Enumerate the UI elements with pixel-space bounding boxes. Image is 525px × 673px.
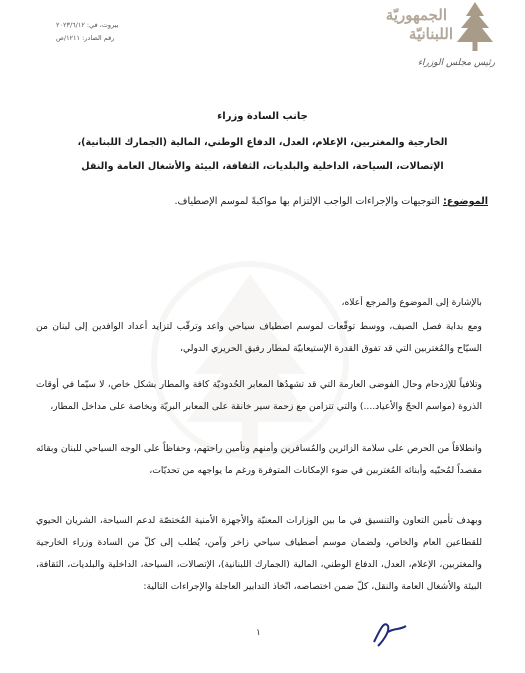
page-number: ١ (256, 628, 261, 638)
letter-date: بيروت، في: ٢٠٢٣/٦/١٢ (56, 21, 119, 29)
subject-line (30, 196, 488, 207)
body-paragraph: بالإشارة إلى الموضوع والمرجع أعلاه، (341, 297, 482, 308)
letterhead-caption: رئيس مجلس الوزراء (417, 58, 495, 68)
body-paragraph: وبهدف تأمين التعاون والتنسيق في ما بين الوزارات المعنيّة والأجهزة الأمنية المُختصّة لدعم السياحة، الشريان الحيوي للقطاعين العام والخاص، ولضمان موسم أصطياف سياحي زاخر وآمن، يُطلب إلى كلّ من السادة وزراء الخارجية والمغتربين، الإعلام، العدل، الدفاع الوطني، المالية (الجمارك اللبنانية)، الإتصالات، السياحة، الداخلية والبلديات، الثقافة، البيئة والأشغال العامة والنقل، كلّ ضمن اختصاصه، اتّخاذ التدابير العاجلة والإجراءات التالية: (36, 515, 482, 592)
cedar-emblem-icon (452, 0, 498, 52)
body-paragraph: وانطلاقاً من الحرص على سلامة الزائرين والمُسافرين وأمنهم وتأمين راحتهم، وحفاظاً على الوجه السياحي للبنان وبقائه مقصداً لمُحبّيه وأبنائه المُغتربين في ضوء الإمكانات المتوفرة ورغم ما يواجهه من تحديّات، (36, 443, 482, 476)
addressee-line: الإتصالات، السياحة، الداخلية والبلديات، الثقافة، البيئة والأشغال العامة والنقل (81, 161, 444, 172)
subject-label: الموضوع: (442, 196, 488, 207)
signature-icon (370, 612, 410, 652)
letterhead-lebanese-line: اللبنانيّة (408, 25, 453, 43)
letterhead-republic-line: الجمهوريّة (385, 6, 447, 24)
letter-reference: رقم الصادر: ١٢١١/ص (56, 34, 115, 42)
subject-text: التوجيهات والإجراءات الواجب الإلتزام بها مواكبةً لموسم الإصطياف. (174, 196, 440, 207)
addressee-line: الخارجية والمغتربين، الإعلام، العدل، الدفاع الوطني، المالية (الجمارك اللبنانية)، (77, 137, 448, 148)
addressee-title: جانب السادة وزراء (217, 111, 308, 122)
body-paragraph: ومع بداية فصل الصيف، ووسط توقّعات لموسم اصطياف سياحي واعد وترقّب لتزايد أعداد الوافدين إلى لبنان من السيّاح والمُغتربين التي قد تفوق القدرة الإستيعابيّة لمطار رفيق الحريري الدولي، (36, 321, 482, 354)
addressee-list (30, 131, 495, 179)
body-paragraph: وتلافياً للإزدحام وحال الفوضى العارمة التي قد تشهدُها المعابر الحُدوديّة كافة والمطار بشكل خاص، لا سيّما في أوقات الذروة (مواسم الحجّ والأعياد....) والتي تتزامن مع زحمة سير خانقة على المعابر البريّة وبخاصة على مداخل المطار، (36, 379, 482, 412)
